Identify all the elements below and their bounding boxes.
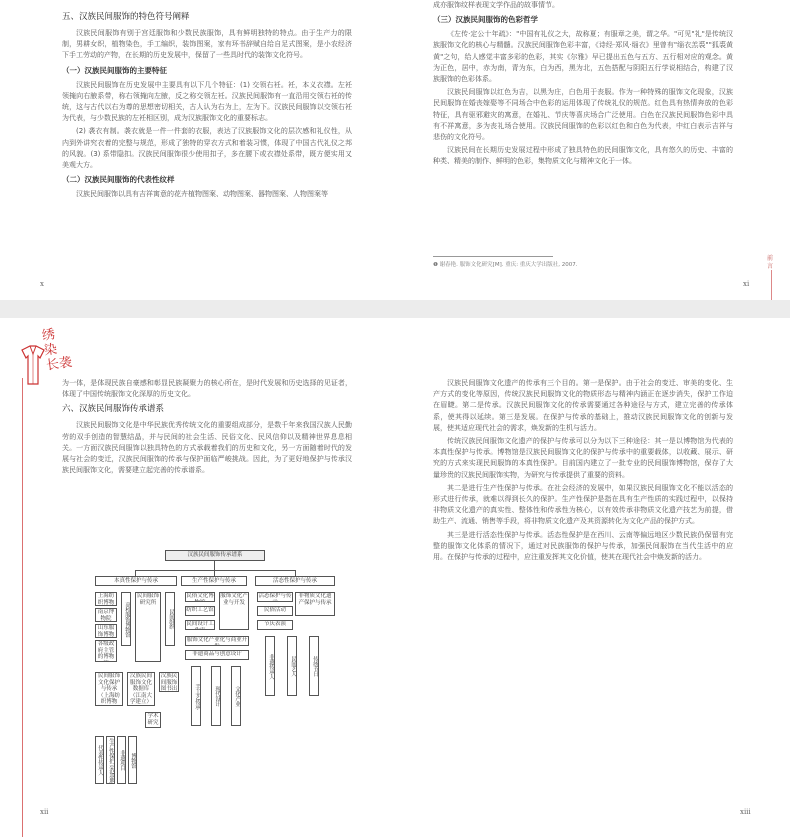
diagram-node: 生产性保护示范基地 — [108, 737, 114, 783]
paragraph: 其二是进行生产性保护与传承。在社会经济的发展中，如果汉族民间服饰文化不能以活态的形式进行传承，就难以得到长久的保护。生产性保护是指在具有生产性质的实践过程中，以保持非物质文化遗产的真实性、整体性和传承性为核心，以有效传承非物质文化遗产技艺为前提，借助生产、流通、销售等手段，将非物质文化遗产及其资源转化为文化产品的保护方式。 — [433, 483, 733, 526]
paragraph: 汉族民间服饰文化遗产的传承有三个目的。第一是保护。由于社会的变迁、审美的变化、生产方式的变化等原因，传统汉族民间服饰文化的物质形态与精神内涵正在逐步消失，保护工作迫在眉睫。第二是传承。汉族民间服饰文化的传承需要通过各种途径与方式，建立完善的传承体系，使其得以延续。第三是发展。在保护与传承的基础上，推动汉族民间服饰文化的创新与发展，使其适应现代社会的需求，焕发新的生机与活力。 — [433, 379, 733, 432]
text-column — [62, 378, 352, 478]
paragraph: 汉族民间服饰文化是中华民族优秀传统文化的重要组成部分，是数千年来我国汉族人民勤劳的双手创造的智慧结晶，并与民间的社会生活、民俗文化、民风信仰以及精神世界息息相关。一方面汉族民间服饰以独具特色的方式承载着我们的历史和文化，另一方面随着时代的发展与社会的变迁，汉族民间服饰的传承与保护面临严峻挑战。因此，为了更好地保护与传承汉族民间服饰文化，需要建立起完善的传承谱系。 — [62, 421, 352, 475]
diagram-node: 服饰文化产业化与商业开 — [185, 636, 249, 646]
diagram-node: 纺织工艺馆 — [185, 606, 215, 616]
paragraph: 其三是进行活态性保护与传承。活态性保护是在西川、云南等偏远地区少数民族仍保留有完整的服饰文化体系的情况下，通过对民族服饰的保护与传承，加强民间服饰在当代生活中的应用。在保护与传承的过程中，应注重发挥其文化价值，使其在现代社会中焕发新的活力。 — [433, 530, 733, 562]
diagram-node: 文化产业 — [231, 666, 241, 726]
diagram-node: 活态保护与传 — [257, 592, 293, 602]
diagram-node: 民间组织 — [165, 592, 175, 646]
paragraph: 为一体，是体现民族自豪感和彰显民族凝聚力的核心所在，是时代发展和历史选择的见证者，体现了中国传统服饰文化深厚的历史文化。 — [62, 379, 352, 399]
diagram-node: 博物馆 — [128, 736, 137, 784]
diagram-node: 非遗传承人 — [265, 636, 275, 696]
diagram-node: 民俗文化博 — [185, 592, 215, 602]
page-xii — [0, 318, 395, 837]
diagram-node: 汉族民间服饰文化数据库（江南大学建立） — [127, 672, 155, 706]
side-tab-line — [771, 270, 772, 300]
diagram-node: 南京博物院 — [95, 608, 117, 622]
text-column — [62, 8, 352, 202]
diagram-node: 民间设计工 — [185, 620, 215, 630]
diagram-node: 民间艺人 — [287, 636, 297, 696]
diagram-node: 现代设计 — [211, 666, 221, 726]
branch-productive: 生产性保护与传承 — [181, 576, 247, 586]
diagram-node: 上海纺织博物 — [95, 592, 117, 606]
branch-authentic: 本真性保护与传承 — [95, 576, 177, 586]
diagram-node: 山东服饰博物 — [95, 624, 117, 638]
diagram-node: 各级政府主管的博物 — [95, 640, 117, 662]
diagram-node: 非物质文化遗产保护与传承 — [295, 592, 335, 616]
text-column — [433, 0, 733, 170]
footnote-rule — [433, 256, 553, 257]
section-heading: 五、汉族民间服饰的特色符号阐释 — [62, 12, 190, 22]
side-tab-label: 前言 — [767, 255, 774, 270]
seal-calligraphy: 绣 染 长袭 — [41, 327, 74, 374]
section-heading: 六、汉族民间服饰传承谱系 — [62, 404, 165, 415]
margin-rule — [22, 378, 23, 837]
page-xiii — [395, 318, 790, 837]
diagram-node: 代表性传承人 — [95, 736, 104, 784]
paragraph: 汉族民间服饰以红色为吉，以黑为庄，白色用于丧服。作为一种特殊的服饰文化现象，汉族民间服饰在婚丧嫁娶等不同场合中色彩的运用体现了传统礼仪的规范。红色具有热情奔放的色彩特征，具有驱邪避灾的寓意，在婚礼、节庆等喜庆场合广泛使用。白色在汉族民间服饰色彩中具有不祥寓意，多为丧礼场合使用。汉族民间服饰的色彩以红色和白色为代表，中红白表示吉祥与悲伤的文化符号。 — [433, 88, 733, 142]
diagram-node: 非遗商品与创意设计 — [185, 650, 249, 660]
diagram-node: 传统节日 — [309, 636, 319, 696]
page-number: x — [40, 280, 44, 288]
page-xi — [395, 0, 790, 300]
diagram-node: 非遗项目 — [117, 736, 126, 784]
diagram-node: 学术研究 — [145, 712, 161, 728]
diagram-node: 手工艺传承 — [191, 666, 201, 726]
paragraph: 传统汉族民间服饰文化遗产的保护与传承可以分为以下三种途径：其一是以博物馆为代表的本真性保护与传承。博物馆是汉族民间服饰文化的保护与传承中的重要载体，以收藏、展示、研究的方式来实现民间服饰的本真性保护。目前国内建立了一批专业的民间服饰博物馆，保存了大量珍贵的汉族民间服饰实物，为研究与传承提供了重要的资料。 — [433, 437, 733, 479]
inheritance-diagram — [95, 550, 335, 800]
paragraph: 成亦服饰纹样表现文学作品的故事情节。 — [433, 1, 559, 9]
paragraph: 汉族民间服饰有别于宫廷服饰和少数民族服饰，具有鲜明独特的特点。由于生产力的限制，男耕女织，植物染色，手工编织，装饰图案，家有环书辞赋自给自足式图案，是小农经济下手工劳动的产物，在长期的历史发展中，保留了一些具时代的装饰文化符号。 — [62, 29, 352, 60]
subsection-heading: （一）汉族民间服饰的主要特征 — [62, 65, 167, 75]
paragraph: 汉族民间在长期历史发展过程中形成了独具特色的民间服饰文化，具有悠久的历史、丰富的种类、精美的制作、鲜明的色彩，集物质文化与精神文化于一体。 — [433, 146, 733, 166]
diagram-node: 民俗活动 — [257, 606, 293, 616]
footnote: ❶ 谢春艳. 服饰文化研究[M]. 重庆: 重庆大学出版社, 2007. — [433, 262, 578, 268]
page-number: xii — [40, 808, 49, 816]
diagram-node: 民间服饰研究所 — [135, 592, 161, 662]
diagram-title: 汉族民间服饰传承谱系 — [165, 550, 265, 561]
paragraph: 汉族民间服饰以具有吉祥寓意的花卉植物图案、动物图案、器物图案、人物图案等 — [76, 190, 328, 199]
page-x — [0, 0, 395, 300]
page-number: xiii — [740, 808, 751, 816]
diagram-node: 高校服饰博物馆 — [121, 592, 131, 646]
paragraph: 汉族民间服饰在历史发展中主要具有以下几个特征：(1) 交领右衽。衽，本义衣襟。左衽领掩向右腋系带，称右领掩向左腋，反之称交领左衽。汉族民间服饰有一直沿用交领右衽的传统，这与古代以右为尊的思想密切相关，古人认为右为上，左为下。汉族民间服饰以交领右衽为代表，与少数民族的左衽相区别，成为汉族服饰文化的重要标志。 — [62, 80, 352, 123]
subsection-heading: （二）汉族民间服饰的代表性纹样 — [62, 175, 175, 185]
diagram-node: 节庆表演 — [257, 620, 293, 630]
diagram-node: 汉族民间服饰图书出 — [160, 673, 178, 692]
paragraph: 《左传·定公十年疏》："中国有礼仪之大，故称夏；有服章之美，谓之华。"可见"礼"是传统汉族服饰文化的核心与精髓。汉族民间服饰色彩丰富，《诗经·郑风·缁衣》里曾有"缁衣羔裘""狐裘黄黄"之句，给人感觉丰富多彩的色彩，其实《尔雅》早已提出五色与五方、五行相对应的观念。黄为正色，居中，赤为南，青为东，白为西，黑为北，五色搭配与阴阳五行学说相结合，构建了汉族服饰的色彩体系。 — [433, 30, 733, 84]
branch-living: 活态性保护与传承 — [255, 576, 335, 586]
page-divider-band — [0, 300, 790, 318]
paragraph: (2) 袭衣有制。袭衣就是一件一件套的衣服，表达了汉族服饰文化的层次感和礼仪性，从内到外讲究衣着的完整与规范，形成了独特的穿衣方式和着装习惯，体现了中国古代礼仪之邦的风貌。(3) 系带隐扣。汉族民间服饰很少使用扣子，多在腰下或衣襟处系带，既方便实用又美观大方。 — [62, 127, 352, 170]
diagram-node: 服饰文化产业与开发 — [219, 592, 249, 630]
diagram-node: 民间服饰文化保护与传承（上海纺织博物 — [95, 672, 123, 706]
page-number: xi — [743, 280, 750, 288]
text-column — [433, 378, 733, 565]
subsection-heading: （三）汉族民间服饰的色彩哲学 — [433, 15, 538, 25]
